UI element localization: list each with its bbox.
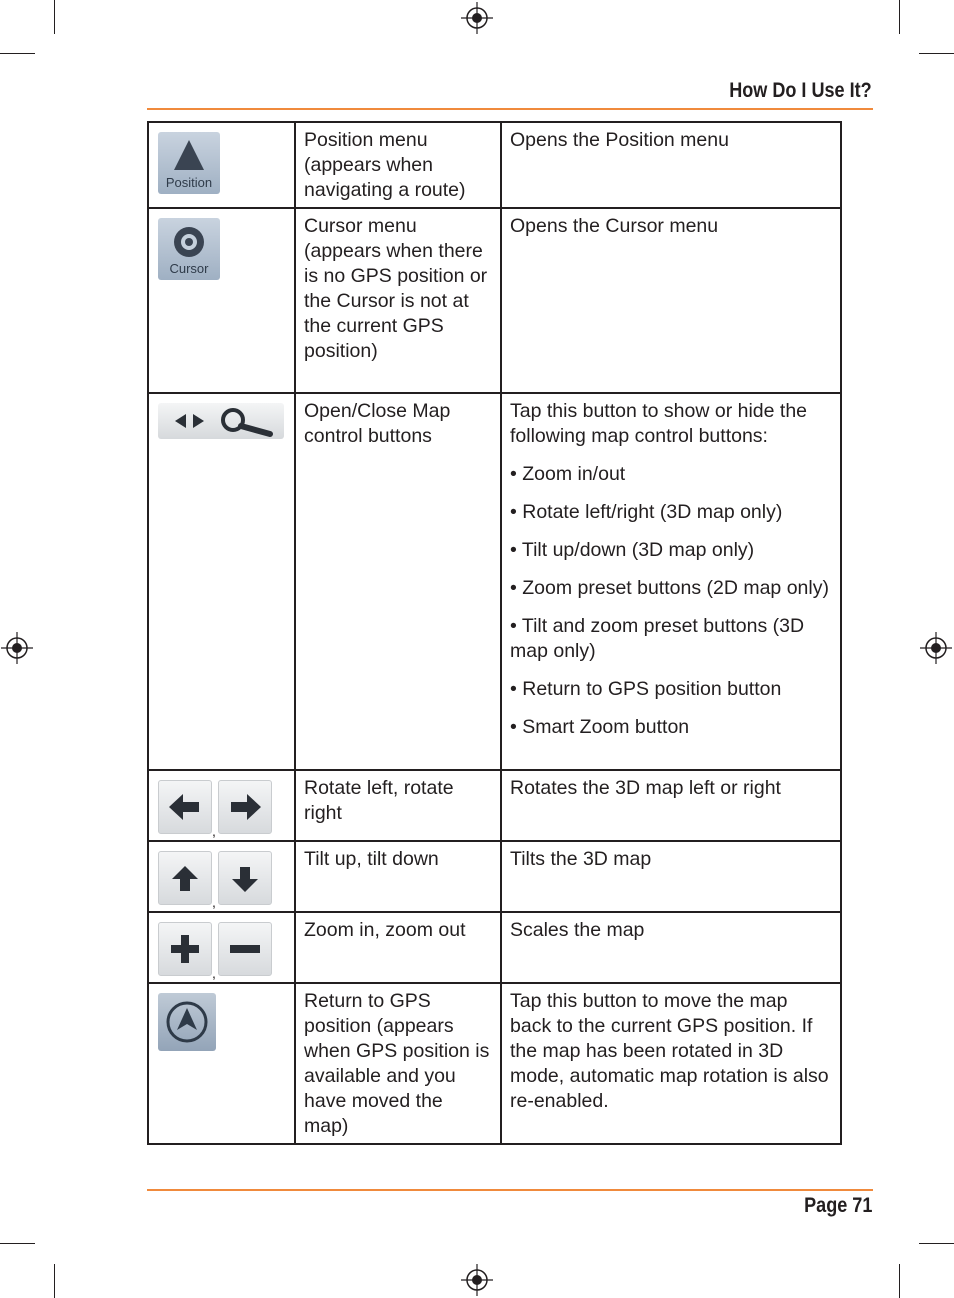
table-row xyxy=(148,393,841,770)
crop-mark xyxy=(0,53,35,54)
crop-mark xyxy=(54,0,55,34)
table-row xyxy=(148,770,841,841)
control-name: Zoom in, zoom out xyxy=(295,912,501,983)
table-row xyxy=(148,983,841,1144)
registration-mark-icon xyxy=(920,632,952,664)
crop-mark xyxy=(919,53,954,54)
table-row xyxy=(148,208,841,393)
crop-mark xyxy=(919,1243,954,1244)
crop-mark xyxy=(0,1243,35,1244)
control-name: Position menu (appears when navigating a route) xyxy=(295,122,501,208)
registration-mark-icon xyxy=(1,632,33,664)
crop-mark xyxy=(899,0,900,34)
control-name: Open/Close Map control buttons xyxy=(295,393,501,770)
rotate-left-icon xyxy=(158,780,212,834)
page-header-title: How Do I Use It? xyxy=(729,79,872,102)
table-row xyxy=(148,122,841,208)
control-name: Tilt up, tilt down xyxy=(295,841,501,912)
icon-cell xyxy=(148,393,295,770)
control-description: Opens the Cursor menu xyxy=(501,208,841,393)
list-item: • Rotate left/right (3D map only) xyxy=(510,501,783,523)
control-description: Tap this button to move the map back to the current GPS position. If the map has been rotated in 3D mode, automatic map rotation is also re-enabled. xyxy=(501,983,841,1144)
footer-rule xyxy=(147,1189,873,1191)
list-item: • Return to GPS position button xyxy=(510,678,782,700)
control-name: Return to GPS position (appears when GPS position is available and you have moved the map) xyxy=(295,983,501,1144)
open-close-map-controls-icon xyxy=(158,403,284,439)
page-number: Page 71 xyxy=(803,1194,872,1217)
crop-mark xyxy=(54,1264,55,1298)
list-item: • Tilt and zoom preset buttons (3D map only) xyxy=(510,615,805,662)
control-description: Tilts the 3D map xyxy=(501,841,841,912)
registration-mark-icon xyxy=(461,1264,493,1296)
icon-cell xyxy=(148,208,295,393)
list-item: • Tilt up/down (3D map only) xyxy=(510,539,755,561)
icon-cell xyxy=(148,841,295,912)
tilt-down-icon xyxy=(218,851,272,905)
table-row xyxy=(148,841,841,912)
registration-mark-icon xyxy=(461,2,493,34)
zoom-in-icon xyxy=(158,922,212,976)
rotate-right-icon xyxy=(218,780,272,834)
position-icon-caption: Position xyxy=(165,175,213,190)
cursor-icon xyxy=(158,218,220,280)
control-description: Scales the map xyxy=(501,912,841,983)
table-row xyxy=(148,912,841,983)
icon-cell xyxy=(148,122,295,208)
zoom-out-icon xyxy=(218,922,272,976)
list-item: • Smart Zoom button xyxy=(510,716,690,738)
control-description: Tap this button to show or hide the following map control buttons: • Zoom in/out • Rotate left/right (3D map only) • Tilt up/down (3D map only) • Zoom preset buttons (2D map only) • Tilt and zoom preset buttons (3D map only) • Return to GPS position button • Smart Zoom button xyxy=(501,393,841,770)
tilt-up-icon xyxy=(158,851,212,905)
icon-cell xyxy=(148,983,295,1144)
list-item: • Zoom in/out xyxy=(510,463,626,485)
icon-separator: , xyxy=(212,965,216,981)
map-controls-table xyxy=(147,121,842,1145)
position-icon xyxy=(158,132,220,194)
control-name: Rotate left, rotate right xyxy=(295,770,501,841)
return-to-gps-icon xyxy=(158,993,216,1051)
header-rule xyxy=(147,108,873,110)
icon-separator: , xyxy=(212,894,216,910)
control-description: Opens the Position menu xyxy=(501,122,841,208)
crop-mark xyxy=(899,1264,900,1298)
icon-cell xyxy=(148,770,295,841)
icon-cell xyxy=(148,912,295,983)
control-description: Rotates the 3D map left or right xyxy=(501,770,841,841)
cursor-icon-caption: Cursor xyxy=(169,261,209,276)
list-item: • Zoom preset buttons (2D map only) xyxy=(510,577,829,599)
control-name: Cursor menu (appears when there is no GPS position or the Cursor is not at the current GPS position) xyxy=(295,208,501,393)
icon-separator: , xyxy=(212,823,216,839)
